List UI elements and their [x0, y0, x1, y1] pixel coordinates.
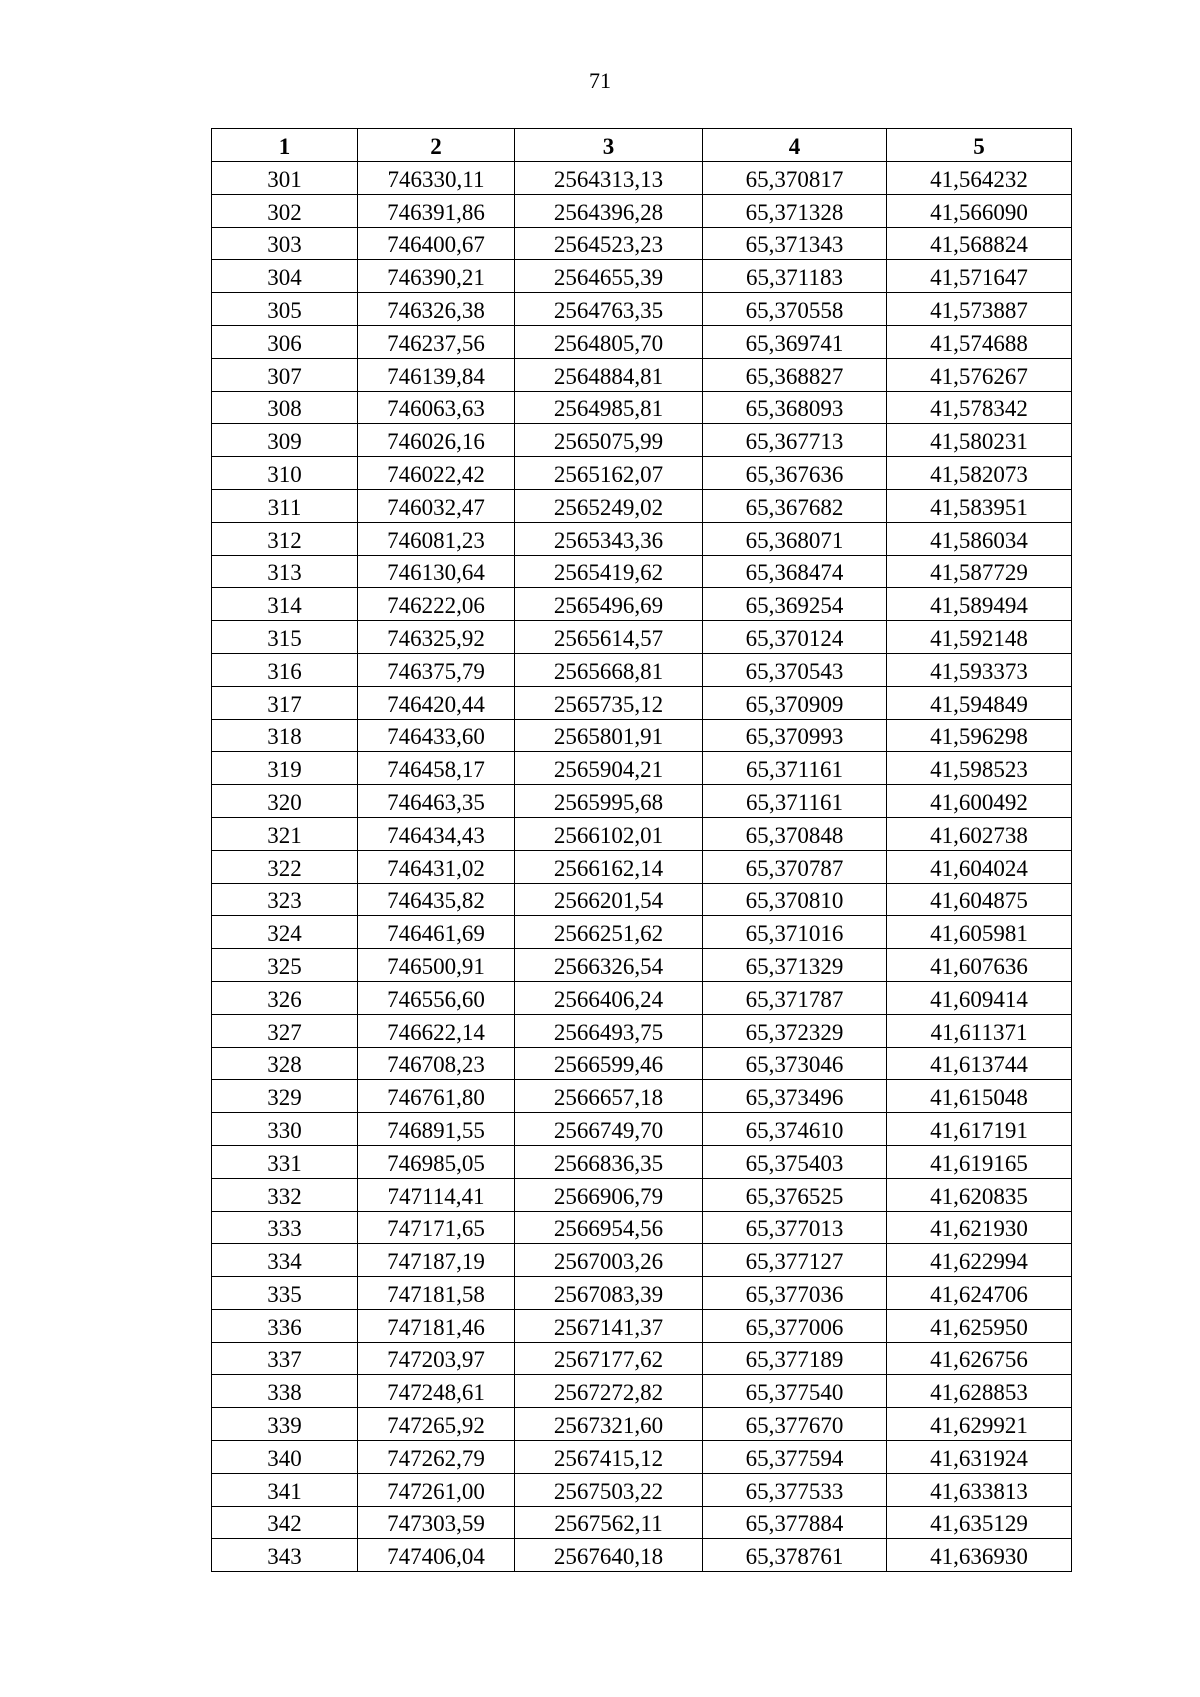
table-cell: 342	[212, 1506, 358, 1539]
table-cell: 322	[212, 850, 358, 883]
table-cell: 41,624706	[887, 1277, 1072, 1310]
table-cell: 41,635129	[887, 1506, 1072, 1539]
table-cell: 2566326,54	[515, 949, 703, 982]
table-cell: 2565419,62	[515, 555, 703, 588]
table-cell: 41,621930	[887, 1211, 1072, 1244]
table-cell: 746022,42	[358, 457, 515, 490]
table-cell: 2567321,60	[515, 1408, 703, 1441]
table-cell: 2564313,13	[515, 162, 703, 195]
table-cell: 320	[212, 785, 358, 818]
table-cell: 65,373046	[703, 1047, 887, 1080]
table-cell: 41,574688	[887, 325, 1072, 358]
table-cell: 2564985,81	[515, 391, 703, 424]
table-cell: 65,367636	[703, 457, 887, 490]
table-cell: 747262,79	[358, 1441, 515, 1474]
table-row	[212, 522, 1072, 555]
table-cell: 41,625950	[887, 1309, 1072, 1342]
table-cell: 2565162,07	[515, 457, 703, 490]
table-row	[212, 1047, 1072, 1080]
table-row	[212, 391, 1072, 424]
table-row	[212, 588, 1072, 621]
table-cell: 65,377533	[703, 1473, 887, 1506]
table-cell: 318	[212, 719, 358, 752]
coordinates-table	[211, 128, 1072, 1572]
table-cell: 65,377189	[703, 1342, 887, 1375]
table-cell: 41,626756	[887, 1342, 1072, 1375]
table-cell: 314	[212, 588, 358, 621]
table-cell: 309	[212, 424, 358, 457]
table-cell: 65,377670	[703, 1408, 887, 1441]
table-cell: 65,373496	[703, 1080, 887, 1113]
table-cell: 65,370124	[703, 621, 887, 654]
table-cell: 41,615048	[887, 1080, 1072, 1113]
table-cell: 311	[212, 489, 358, 522]
table-row	[212, 162, 1072, 195]
table-row	[212, 424, 1072, 457]
table-cell: 41,596298	[887, 719, 1072, 752]
table-cell: 340	[212, 1441, 358, 1474]
table-cell: 330	[212, 1113, 358, 1146]
table-cell: 329	[212, 1080, 358, 1113]
table-cell: 338	[212, 1375, 358, 1408]
table-row	[212, 719, 1072, 752]
table-row	[212, 555, 1072, 588]
table-cell: 319	[212, 752, 358, 785]
table-cell: 308	[212, 391, 358, 424]
table-cell: 335	[212, 1277, 358, 1310]
table-cell: 2564805,70	[515, 325, 703, 358]
table-cell: 2565735,12	[515, 686, 703, 719]
table-row	[212, 1342, 1072, 1375]
table-cell: 746556,60	[358, 981, 515, 1014]
table-cell: 41,631924	[887, 1441, 1072, 1474]
table-cell: 2564884,81	[515, 358, 703, 391]
table-row	[212, 227, 1072, 260]
table-cell: 317	[212, 686, 358, 719]
table-row	[212, 817, 1072, 850]
table-cell: 65,376525	[703, 1178, 887, 1211]
table-cell: 2567562,11	[515, 1506, 703, 1539]
table-cell: 306	[212, 325, 358, 358]
table-cell: 41,594849	[887, 686, 1072, 719]
table-cell: 746222,06	[358, 588, 515, 621]
table-cell: 2566599,46	[515, 1047, 703, 1080]
table-cell: 341	[212, 1473, 358, 1506]
table-cell: 312	[212, 522, 358, 555]
table-cell: 324	[212, 916, 358, 949]
table-cell: 2566493,75	[515, 1014, 703, 1047]
table-cell: 2566836,35	[515, 1145, 703, 1178]
table-cell: 339	[212, 1408, 358, 1441]
table-row	[212, 686, 1072, 719]
table-cell: 41,593373	[887, 653, 1072, 686]
table-row	[212, 981, 1072, 1014]
table-row	[212, 194, 1072, 227]
table-cell: 746435,82	[358, 883, 515, 916]
table-cell: 321	[212, 817, 358, 850]
table-cell: 41,605981	[887, 916, 1072, 949]
table-cell: 746463,35	[358, 785, 515, 818]
table-cell: 2567503,22	[515, 1473, 703, 1506]
table-cell: 746130,64	[358, 555, 515, 588]
table-cell: 746431,02	[358, 850, 515, 883]
table-cell: 41,602738	[887, 817, 1072, 850]
table-cell: 65,368071	[703, 522, 887, 555]
table-cell: 41,611371	[887, 1014, 1072, 1047]
table-cell: 747303,59	[358, 1506, 515, 1539]
table-cell: 65,377127	[703, 1244, 887, 1277]
table-cell: 746420,44	[358, 686, 515, 719]
table-cell: 746063,63	[358, 391, 515, 424]
table-cell: 41,607636	[887, 949, 1072, 982]
table-cell: 65,369254	[703, 588, 887, 621]
table-cell: 65,377884	[703, 1506, 887, 1539]
table-cell: 65,371329	[703, 949, 887, 982]
table-cell: 2565496,69	[515, 588, 703, 621]
table-cell: 2566657,18	[515, 1080, 703, 1113]
table-cell: 2567083,39	[515, 1277, 703, 1310]
table-row	[212, 1441, 1072, 1474]
table-row	[212, 1309, 1072, 1342]
table-cell: 746391,86	[358, 194, 515, 227]
table-cell: 65,368474	[703, 555, 887, 588]
table-row	[212, 457, 1072, 490]
table-row	[212, 1113, 1072, 1146]
table-cell: 41,578342	[887, 391, 1072, 424]
table-cell: 747203,97	[358, 1342, 515, 1375]
table-cell: 41,619165	[887, 1145, 1072, 1178]
table-cell: 65,372329	[703, 1014, 887, 1047]
table-cell: 333	[212, 1211, 358, 1244]
table-cell: 746330,11	[358, 162, 515, 195]
table-cell: 41,582073	[887, 457, 1072, 490]
table-cell: 65,371328	[703, 194, 887, 227]
table-cell: 41,576267	[887, 358, 1072, 391]
table-cell: 323	[212, 883, 358, 916]
table-cell: 41,586034	[887, 522, 1072, 555]
table-row	[212, 1244, 1072, 1277]
table-cell: 747181,46	[358, 1309, 515, 1342]
table-cell: 304	[212, 260, 358, 293]
table-cell: 65,370543	[703, 653, 887, 686]
table-cell: 746434,43	[358, 817, 515, 850]
table-cell: 2567415,12	[515, 1441, 703, 1474]
table-cell: 41,629921	[887, 1408, 1072, 1441]
table-cell: 747187,19	[358, 1244, 515, 1277]
table-row	[212, 1539, 1072, 1572]
table-row	[212, 1211, 1072, 1244]
table-cell: 326	[212, 981, 358, 1014]
table-cell: 2565801,91	[515, 719, 703, 752]
table-cell: 65,370817	[703, 162, 887, 195]
table-cell: 2566162,14	[515, 850, 703, 883]
table-cell: 2565614,57	[515, 621, 703, 654]
table-cell: 41,636930	[887, 1539, 1072, 1572]
table-cell: 41,604875	[887, 883, 1072, 916]
table-cell: 65,377006	[703, 1309, 887, 1342]
table-cell: 332	[212, 1178, 358, 1211]
table-row	[212, 1277, 1072, 1310]
table-cell: 746026,16	[358, 424, 515, 457]
table-cell: 41,566090	[887, 194, 1072, 227]
table-cell: 2565995,68	[515, 785, 703, 818]
table-cell: 65,371161	[703, 752, 887, 785]
table-cell: 65,371787	[703, 981, 887, 1014]
table-cell: 65,375403	[703, 1145, 887, 1178]
table-cell: 65,369741	[703, 325, 887, 358]
table-cell: 65,371183	[703, 260, 887, 293]
table-cell: 65,370909	[703, 686, 887, 719]
table-row	[212, 1178, 1072, 1211]
table-cell: 301	[212, 162, 358, 195]
table-cell: 746708,23	[358, 1047, 515, 1080]
table-cell: 313	[212, 555, 358, 588]
table-cell: 2564523,23	[515, 227, 703, 260]
table-cell: 331	[212, 1145, 358, 1178]
table-cell: 746237,56	[358, 325, 515, 358]
table-row	[212, 1145, 1072, 1178]
table-cell: 65,370810	[703, 883, 887, 916]
table-cell: 65,370848	[703, 817, 887, 850]
table-row	[212, 883, 1072, 916]
table-body	[212, 162, 1072, 1572]
column-header-3: 3	[515, 129, 703, 162]
table-cell: 747171,65	[358, 1211, 515, 1244]
table-cell: 316	[212, 653, 358, 686]
table-cell: 746375,79	[358, 653, 515, 686]
table-cell: 65,377036	[703, 1277, 887, 1310]
table-cell: 746433,60	[358, 719, 515, 752]
table-cell: 65,377540	[703, 1375, 887, 1408]
table-cell: 2567177,62	[515, 1342, 703, 1375]
table-cell: 302	[212, 194, 358, 227]
table-cell: 41,592148	[887, 621, 1072, 654]
table-cell: 746500,91	[358, 949, 515, 982]
table-cell: 325	[212, 949, 358, 982]
table-cell: 65,367713	[703, 424, 887, 457]
column-header-2: 2	[358, 129, 515, 162]
table-cell: 65,367682	[703, 489, 887, 522]
table-cell: 41,617191	[887, 1113, 1072, 1146]
table-cell: 65,374610	[703, 1113, 887, 1146]
table-cell: 337	[212, 1342, 358, 1375]
table-cell: 747181,58	[358, 1277, 515, 1310]
table-cell: 2567272,82	[515, 1375, 703, 1408]
table-row	[212, 752, 1072, 785]
table-cell: 336	[212, 1309, 358, 1342]
column-header-1: 1	[212, 129, 358, 162]
table-cell: 41,583951	[887, 489, 1072, 522]
table-cell: 746325,92	[358, 621, 515, 654]
table-cell: 41,633813	[887, 1473, 1072, 1506]
table-cell: 41,571647	[887, 260, 1072, 293]
table-cell: 746400,67	[358, 227, 515, 260]
table-cell: 315	[212, 621, 358, 654]
table-cell: 746390,21	[358, 260, 515, 293]
table-cell: 65,377013	[703, 1211, 887, 1244]
table-cell: 747261,00	[358, 1473, 515, 1506]
table-cell: 746081,23	[358, 522, 515, 555]
table-cell: 2566749,70	[515, 1113, 703, 1146]
table-row	[212, 1408, 1072, 1441]
table-cell: 2564763,35	[515, 293, 703, 326]
table-cell: 747265,92	[358, 1408, 515, 1441]
table-cell: 41,587729	[887, 555, 1072, 588]
table-cell: 65,371343	[703, 227, 887, 260]
table-cell: 746326,38	[358, 293, 515, 326]
page-number: 71	[589, 68, 611, 93]
table-row	[212, 260, 1072, 293]
table-header-row	[212, 129, 1072, 162]
table-cell: 328	[212, 1047, 358, 1080]
table-cell: 65,368093	[703, 391, 887, 424]
table-cell: 2565343,36	[515, 522, 703, 555]
table-row	[212, 653, 1072, 686]
table-cell: 41,622994	[887, 1244, 1072, 1277]
table-cell: 747248,61	[358, 1375, 515, 1408]
table-cell: 41,620835	[887, 1178, 1072, 1211]
table-cell: 65,370993	[703, 719, 887, 752]
table-cell: 747114,41	[358, 1178, 515, 1211]
table-cell: 2567640,18	[515, 1539, 703, 1572]
table-cell: 746622,14	[358, 1014, 515, 1047]
table-row	[212, 621, 1072, 654]
table-cell: 41,600492	[887, 785, 1072, 818]
table-row	[212, 1014, 1072, 1047]
table-cell: 2566251,62	[515, 916, 703, 949]
table-cell: 41,628853	[887, 1375, 1072, 1408]
table-cell: 65,378761	[703, 1539, 887, 1572]
table-cell: 303	[212, 227, 358, 260]
table-cell: 41,613744	[887, 1047, 1072, 1080]
table-cell: 334	[212, 1244, 358, 1277]
table-cell: 746891,55	[358, 1113, 515, 1146]
table-cell: 2565249,02	[515, 489, 703, 522]
table-row	[212, 1080, 1072, 1113]
table-row	[212, 1473, 1072, 1506]
table-row	[212, 949, 1072, 982]
table-cell: 65,377594	[703, 1441, 887, 1474]
table-cell: 41,589494	[887, 588, 1072, 621]
table-row	[212, 358, 1072, 391]
column-header-4: 4	[703, 129, 887, 162]
table-cell: 2567141,37	[515, 1309, 703, 1342]
table-cell: 41,598523	[887, 752, 1072, 785]
table-cell: 41,580231	[887, 424, 1072, 457]
table-row	[212, 1375, 1072, 1408]
table-cell: 2565904,21	[515, 752, 703, 785]
table-row	[212, 916, 1072, 949]
table-cell: 343	[212, 1539, 358, 1572]
table-cell: 2566406,24	[515, 981, 703, 1014]
table-cell: 2565668,81	[515, 653, 703, 686]
table-cell: 746458,17	[358, 752, 515, 785]
table-cell: 41,568824	[887, 227, 1072, 260]
table-cell: 2564396,28	[515, 194, 703, 227]
table-row	[212, 785, 1072, 818]
table-cell: 65,368827	[703, 358, 887, 391]
table-cell: 65,371016	[703, 916, 887, 949]
table-cell: 307	[212, 358, 358, 391]
table-row	[212, 1506, 1072, 1539]
table-cell: 2567003,26	[515, 1244, 703, 1277]
table-cell: 2566906,79	[515, 1178, 703, 1211]
table-cell: 41,609414	[887, 981, 1072, 1014]
table-cell: 65,371161	[703, 785, 887, 818]
table-cell: 747406,04	[358, 1539, 515, 1572]
table-cell: 2565075,99	[515, 424, 703, 457]
table-cell: 65,370558	[703, 293, 887, 326]
table-row	[212, 293, 1072, 326]
table-cell: 746761,80	[358, 1080, 515, 1113]
column-header-5: 5	[887, 129, 1072, 162]
table-cell: 310	[212, 457, 358, 490]
table-cell: 41,573887	[887, 293, 1072, 326]
table-cell: 2566102,01	[515, 817, 703, 850]
table-row	[212, 489, 1072, 522]
table-cell: 746461,69	[358, 916, 515, 949]
table-cell: 746139,84	[358, 358, 515, 391]
table-cell: 65,370787	[703, 850, 887, 883]
table-cell: 746032,47	[358, 489, 515, 522]
table-cell: 327	[212, 1014, 358, 1047]
table-cell: 2566954,56	[515, 1211, 703, 1244]
table-cell: 2564655,39	[515, 260, 703, 293]
table-cell: 2566201,54	[515, 883, 703, 916]
table-cell: 746985,05	[358, 1145, 515, 1178]
table-cell: 41,604024	[887, 850, 1072, 883]
table-row	[212, 325, 1072, 358]
table-cell: 305	[212, 293, 358, 326]
table-row	[212, 850, 1072, 883]
table-cell: 41,564232	[887, 162, 1072, 195]
